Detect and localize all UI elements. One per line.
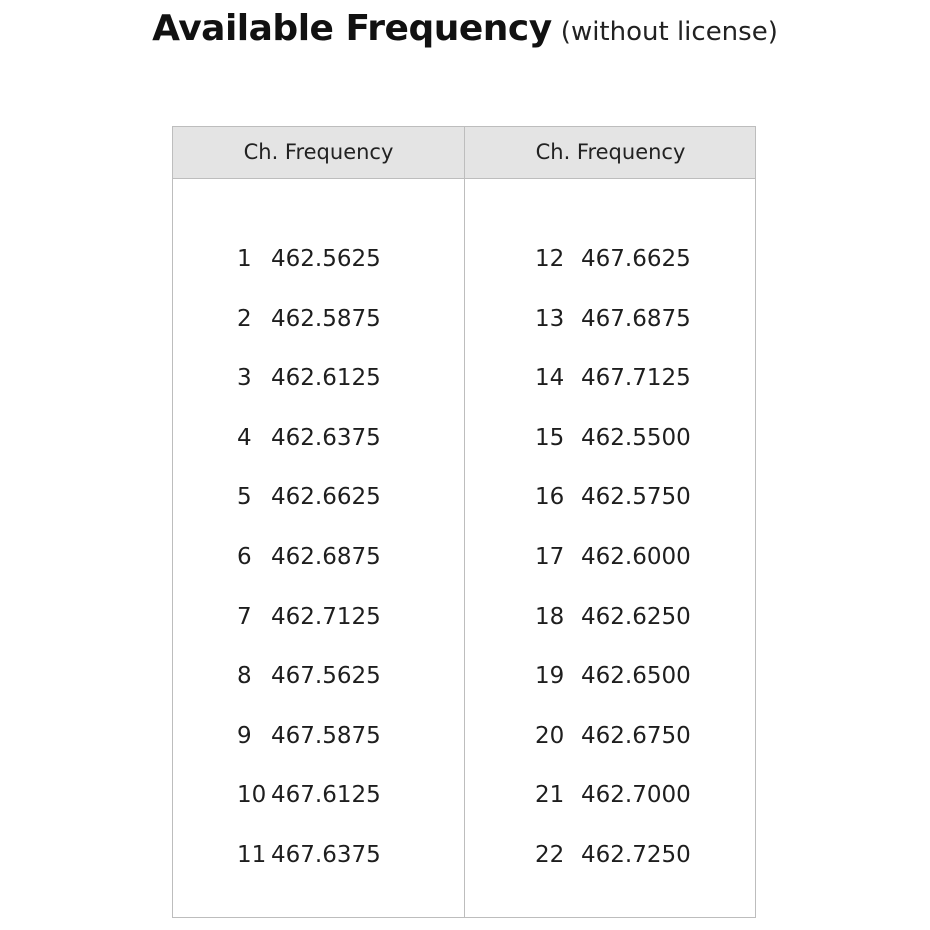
- channel-frequency: 467.6875: [581, 305, 691, 332]
- header-right: Ch. Frequency: [535, 140, 686, 164]
- column-divider: [464, 127, 465, 917]
- channel-frequency: 462.6000: [581, 544, 691, 570]
- channel-frequency: 467.6375: [271, 842, 381, 868]
- table-row: [237, 597, 381, 637]
- channel-frequency: 462.6750: [581, 722, 691, 749]
- channel-frequency: 462.6375: [271, 424, 381, 451]
- table-row: [237, 835, 381, 875]
- channel-number: 20: [535, 722, 565, 749]
- channel-frequency: 462.6625: [271, 484, 381, 511]
- channel-number: 21: [535, 782, 565, 809]
- channel-number: 11: [237, 842, 267, 868]
- table-row: [535, 418, 691, 458]
- header-left: Ch. Frequency: [243, 140, 394, 164]
- table-row: [535, 775, 691, 815]
- channel-frequency: 462.6250: [581, 603, 691, 630]
- channel-frequency: 467.6125: [271, 782, 381, 809]
- table-row: [535, 716, 691, 756]
- channel-number: 17: [535, 544, 565, 570]
- channel-number: 19: [535, 663, 565, 690]
- channel-frequency: 462.6500: [581, 663, 691, 690]
- table-row: [237, 716, 381, 756]
- title-main: Available Frequency: [152, 8, 552, 49]
- table-row: [237, 477, 381, 517]
- channel-frequency: 467.5625: [271, 663, 381, 690]
- table-row: [237, 418, 381, 458]
- channel-number: 9: [237, 722, 252, 749]
- channel-frequency: 467.6625: [581, 246, 691, 272]
- channel-frequency: 462.7125: [271, 603, 381, 630]
- channel-number: 16: [535, 484, 565, 511]
- table-row: [237, 358, 381, 398]
- frequency-table: [172, 126, 756, 918]
- channel-frequency: 467.7125: [581, 365, 691, 392]
- channel-number: 18: [535, 603, 565, 630]
- table-row: [535, 656, 691, 696]
- channel-frequency: 462.5500: [581, 424, 691, 451]
- channel-number: 5: [237, 484, 252, 511]
- channel-number: 13: [535, 305, 565, 332]
- channel-number: 6: [237, 544, 252, 570]
- channel-frequency: 462.7250: [581, 842, 691, 868]
- channel-frequency: 462.6125: [271, 365, 381, 392]
- channel-number: 3: [237, 365, 252, 392]
- channel-number: 8: [237, 663, 252, 690]
- channel-number: 1: [237, 246, 252, 272]
- channel-frequency: 462.5625: [271, 246, 381, 272]
- channel-number: 12: [535, 246, 565, 272]
- table-row: [237, 775, 381, 815]
- channel-frequency: 462.5875: [271, 305, 381, 332]
- channel-frequency: 462.6875: [271, 544, 381, 570]
- page-title: [0, 8, 930, 49]
- channel-number: 22: [535, 842, 565, 868]
- title-subtitle: (without license): [560, 17, 778, 47]
- table-row: [237, 239, 381, 279]
- channel-frequency: 462.7000: [581, 782, 691, 809]
- table-row: [237, 299, 381, 339]
- channel-number: 10: [237, 782, 267, 809]
- table-row: [535, 358, 691, 398]
- channel-number: 15: [535, 424, 565, 451]
- channel-number: 14: [535, 365, 565, 392]
- table-row: [535, 477, 691, 517]
- table-row: [535, 597, 691, 637]
- table-row: [237, 537, 381, 577]
- channel-number: 7: [237, 603, 252, 630]
- channel-frequency: 467.5875: [271, 722, 381, 749]
- table-row: [535, 239, 691, 279]
- channel-frequency: 462.5750: [581, 484, 691, 511]
- table-row: [535, 299, 691, 339]
- channel-number: 2: [237, 305, 252, 332]
- table-row: [535, 537, 691, 577]
- table-row: [237, 656, 381, 696]
- table-row: [535, 835, 691, 875]
- channel-number: 4: [237, 424, 252, 451]
